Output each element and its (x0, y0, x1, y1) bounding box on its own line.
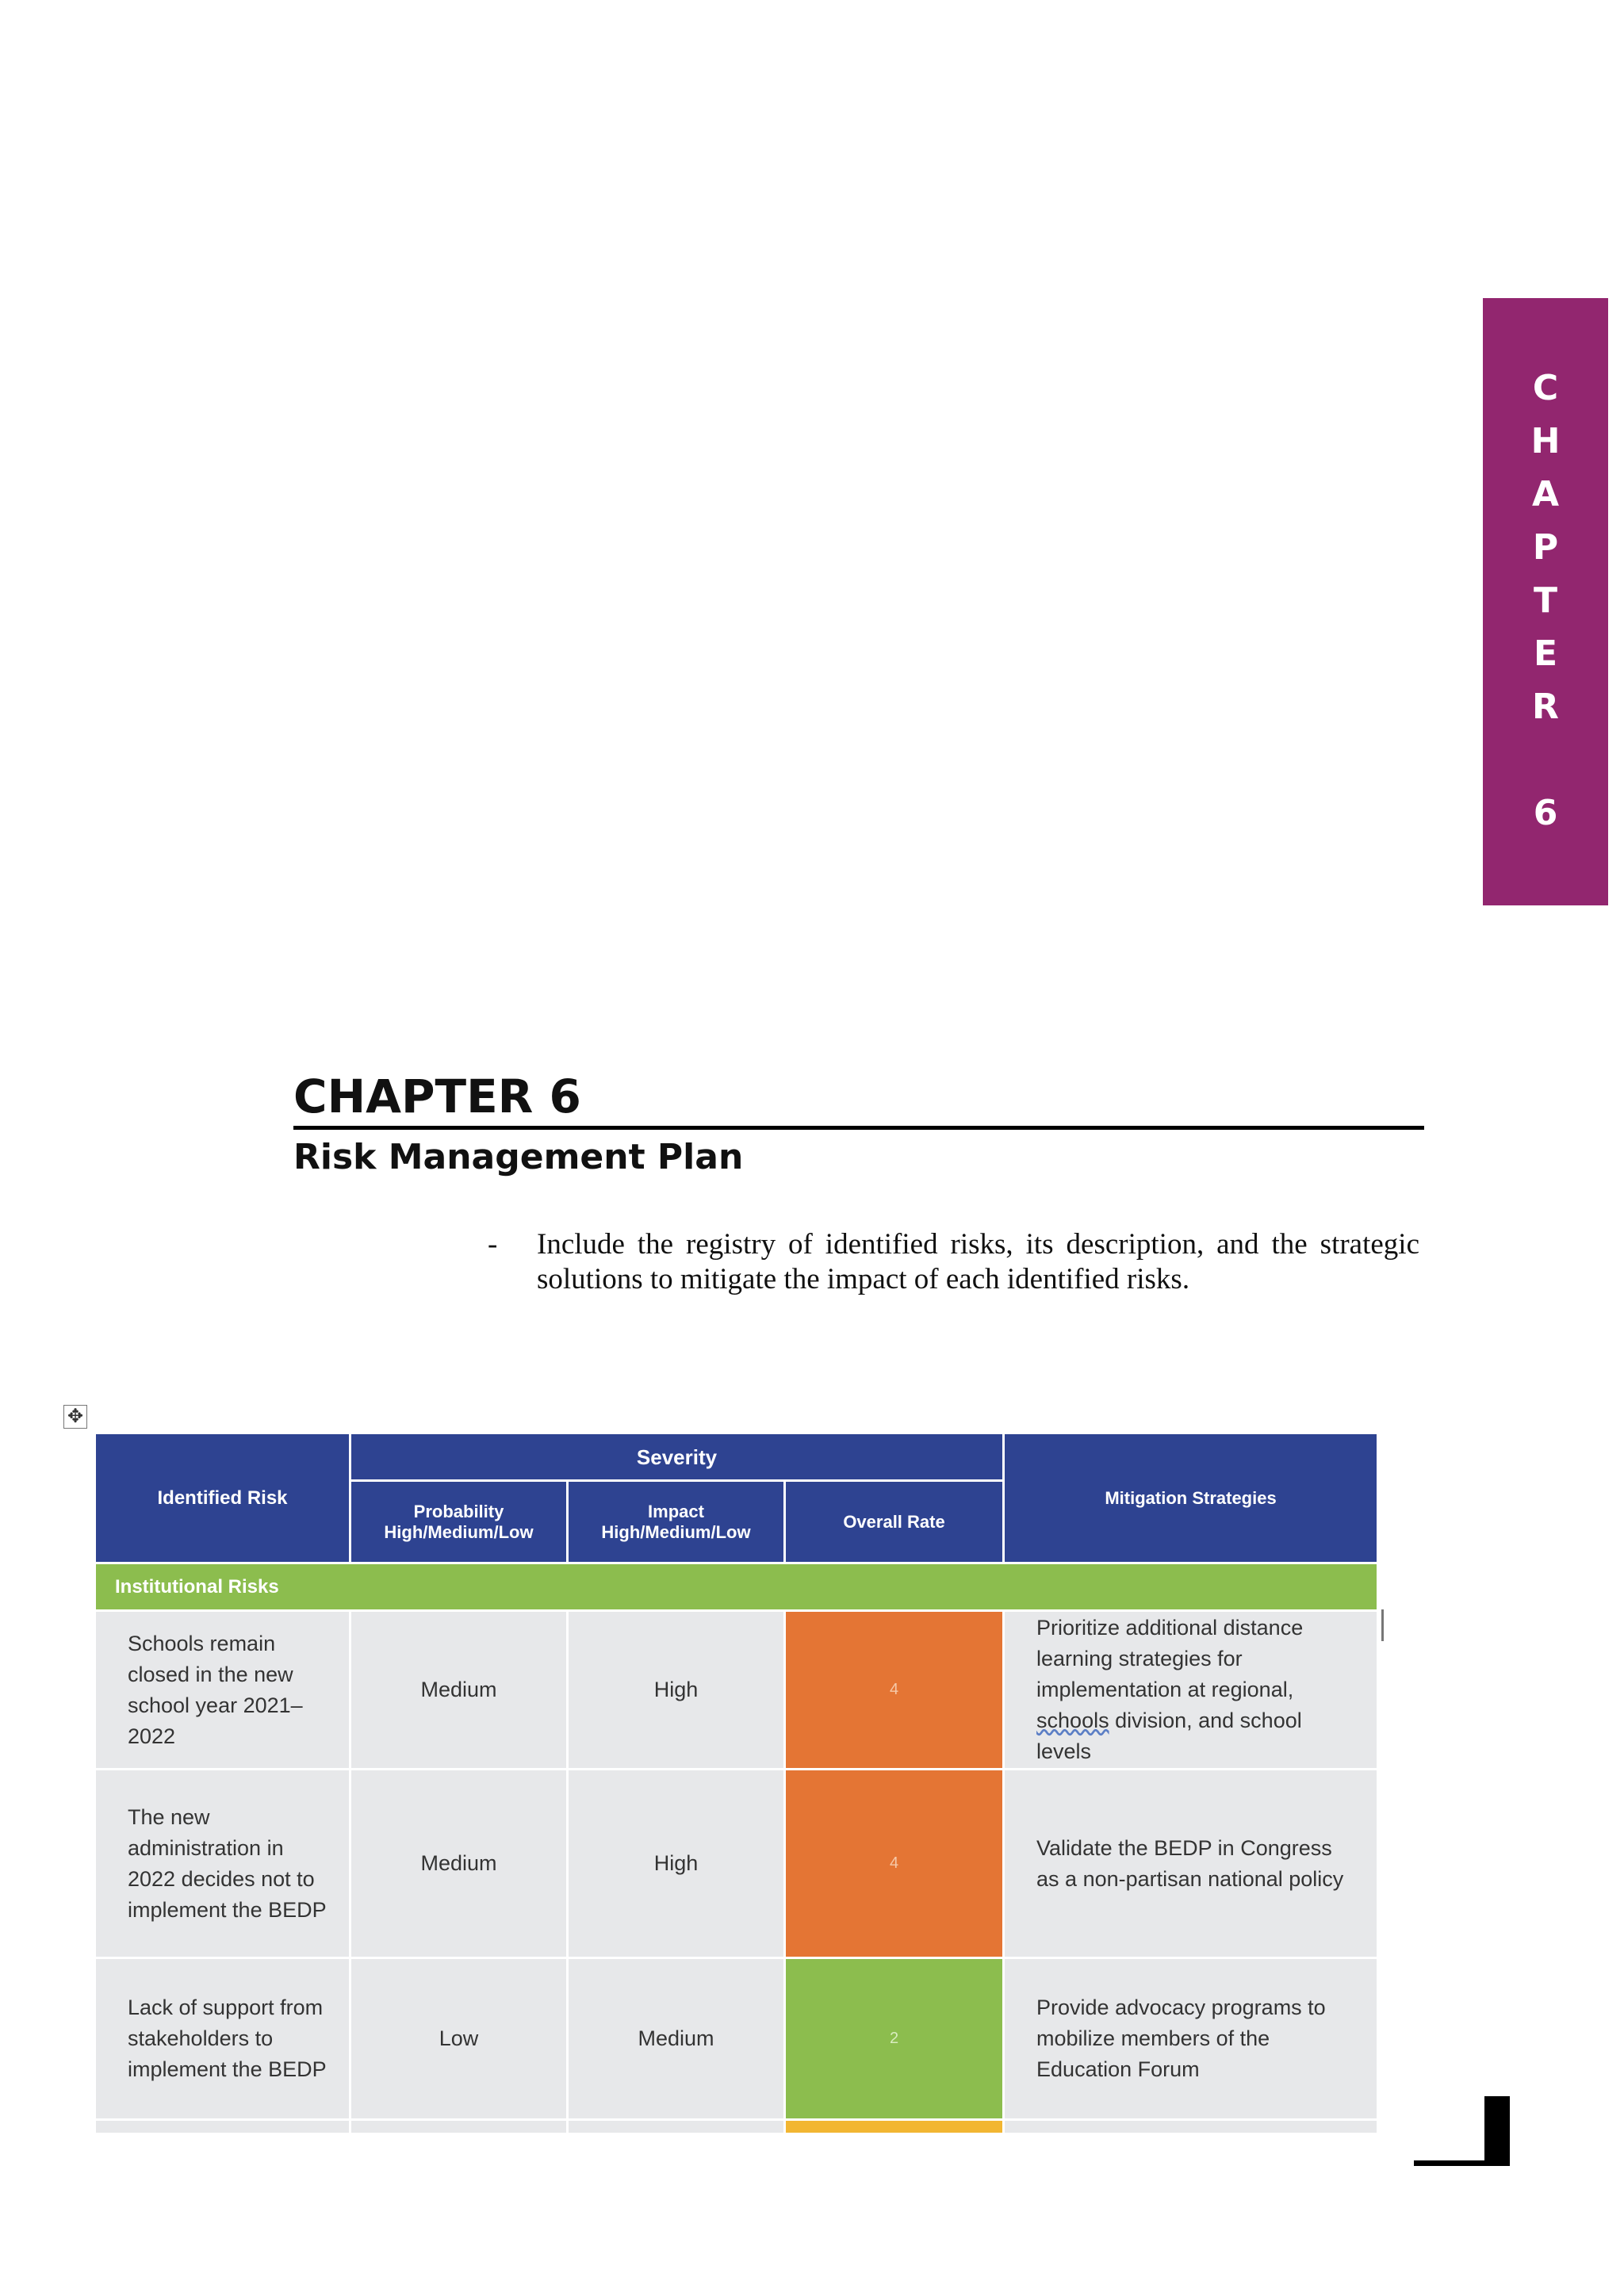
partial-cell (1004, 2120, 1378, 2134)
side-tab-letter: A (1531, 474, 1560, 515)
table-row-partial (95, 2120, 1378, 2134)
section-institutional-risks: Institutional Risks (95, 1563, 1378, 1611)
partial-cell (568, 2120, 785, 2134)
side-tab-number: 6 (1533, 793, 1558, 833)
header-identified-risk: Identified Risk (95, 1433, 350, 1563)
impact-cell: Medium (568, 1958, 785, 2120)
text-cursor (1381, 1609, 1384, 1641)
probability-cell: Medium (350, 1611, 568, 1770)
spellcheck-flagged-word: schools (1036, 1709, 1109, 1732)
risk-cell: Schools remain closed in the new school year 2021–2022 (95, 1611, 350, 1770)
side-tab-letter: C (1532, 368, 1559, 408)
risk-table-image (94, 1432, 1377, 2135)
chapter-subtitle: Risk Management Plan (293, 1137, 744, 1177)
risk-table (94, 1432, 1379, 2135)
mitigation-cell: Validate the BEDP in Congress as a non-partisan national policy (1004, 1770, 1378, 1958)
probability-cell: Medium (350, 1770, 568, 1958)
table-move-handle-icon[interactable]: ✥ (63, 1405, 87, 1429)
page-corner-mark (1484, 2096, 1510, 2166)
risk-cell: The new administration in 2022 decides not to implement the BEDP (95, 1770, 350, 1958)
probability-cell: Low (350, 1958, 568, 2120)
chapter-title: CHAPTER 6 (293, 1069, 1424, 1130)
side-tab-letter: P (1532, 527, 1559, 568)
overall-rate-cell: 2 (785, 1958, 1004, 2120)
header-impact: Impact High/Medium/Low (568, 1481, 785, 1563)
partial-rate-cell (785, 2120, 1004, 2134)
bullet-dash: - (488, 1228, 498, 1261)
page-corner-mark (1414, 2160, 1510, 2166)
header-mitigation: Mitigation Strategies (1004, 1433, 1378, 1563)
risk-cell: Lack of support from stakeholders to implement the BEDP (95, 1958, 350, 2120)
side-tab-letter: H (1530, 421, 1561, 461)
header-overall-rate: Overall Rate (785, 1481, 1004, 1563)
overall-rate-cell: 4 (785, 1770, 1004, 1958)
table-row (95, 1958, 1378, 2120)
partial-cell (350, 2120, 568, 2134)
chapter-side-tab (1483, 298, 1608, 905)
mitigation-cell (1004, 1611, 1378, 1770)
header-probability: Probability High/Medium/Low (350, 1481, 568, 1563)
mitigation-text: division, and school levels (1036, 1709, 1302, 1763)
table-row (95, 1611, 1378, 1770)
impact-cell: High (568, 1611, 785, 1770)
partial-cell (95, 2120, 350, 2134)
section-row (95, 1563, 1378, 1611)
instruction-bullet (488, 1227, 1419, 1297)
mitigation-text: Prioritize additional distance learning strategies for implementation at regional, (1036, 1616, 1304, 1701)
table-row (95, 1770, 1378, 1958)
mitigation-cell: Provide advocacy programs to mobilize members of the Education Forum (1004, 1958, 1378, 2120)
side-tab-letter: R (1532, 687, 1559, 727)
header-severity: Severity (350, 1433, 1004, 1481)
side-tab-letter: E (1533, 633, 1558, 674)
chapter-heading (293, 1069, 1424, 1182)
instruction-text: Include the registry of identified risks, its description, and the strategic solutions to mitigate the impact of each identified risks. (537, 1228, 1419, 1295)
impact-cell: High (568, 1770, 785, 1958)
overall-rate-cell: 4 (785, 1611, 1004, 1770)
side-tab-letter: T (1533, 580, 1557, 621)
table-bottom-fade (87, 2141, 1388, 2188)
